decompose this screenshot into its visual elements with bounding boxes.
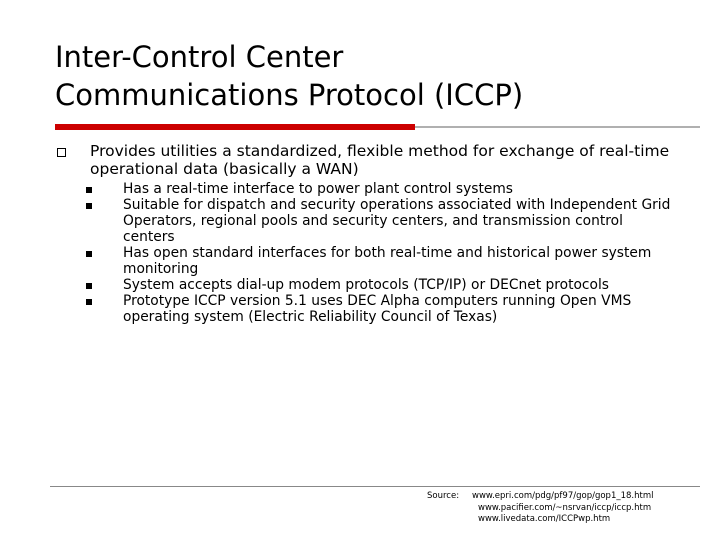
title-line-2: Communications Protocol (ICCP) xyxy=(55,78,524,112)
source-list xyxy=(472,491,653,526)
filled-square-bullet-icon xyxy=(86,203,92,209)
sub-bullet-text: Has open standard interfaces for both real-time and historical power system monitoring xyxy=(123,245,652,277)
sub-bullet-text: Has a real-time interface to power plant control systems xyxy=(123,181,513,197)
filled-square-bullet-icon xyxy=(86,283,92,289)
sub-bullet-list xyxy=(86,181,676,325)
list-item xyxy=(86,277,676,293)
hollow-square-bullet-icon xyxy=(57,148,66,157)
list-item xyxy=(86,245,676,277)
sub-bullet-text: Suitable for dispatch and security operations associated with Independent Grid Operators, regional pools and security centers, and transmission control centers xyxy=(123,197,671,245)
list-item xyxy=(86,181,676,197)
filled-square-bullet-icon xyxy=(86,251,92,257)
sub-bullet-text: System accepts dial-up modem protocols (TCP/IP) or DECnet protocols xyxy=(123,277,609,293)
main-bullet-text: Provides utilities a standardized, flexible method for exchange of real-time operational data (basically a WAN) xyxy=(90,142,670,178)
source-link[interactable]: www.epri.com/pdg/pf97/gop/gop1_18.html xyxy=(472,491,654,501)
source-label: Source: xyxy=(427,491,460,501)
title-line-1: Inter-Control Center xyxy=(55,40,344,74)
filled-square-bullet-icon xyxy=(86,299,92,305)
filled-square-bullet-icon xyxy=(86,187,92,193)
source-link[interactable]: www.pacifier.com/~nsrvan/iccp/iccp.htm xyxy=(478,502,652,513)
source-link[interactable]: www.livedata.com/ICCPwp.htm xyxy=(478,514,611,524)
list-item xyxy=(86,197,676,245)
list-item xyxy=(86,293,676,325)
slide-title xyxy=(55,38,695,114)
title-divider-rule xyxy=(415,126,700,128)
footer-divider xyxy=(50,486,700,487)
title-accent-rule xyxy=(55,124,415,130)
sub-bullet-text: Prototype ICCP version 5.1 uses DEC Alpha computers running Open VMS operating system (Electric Reliability Council of Texas) xyxy=(123,293,632,325)
